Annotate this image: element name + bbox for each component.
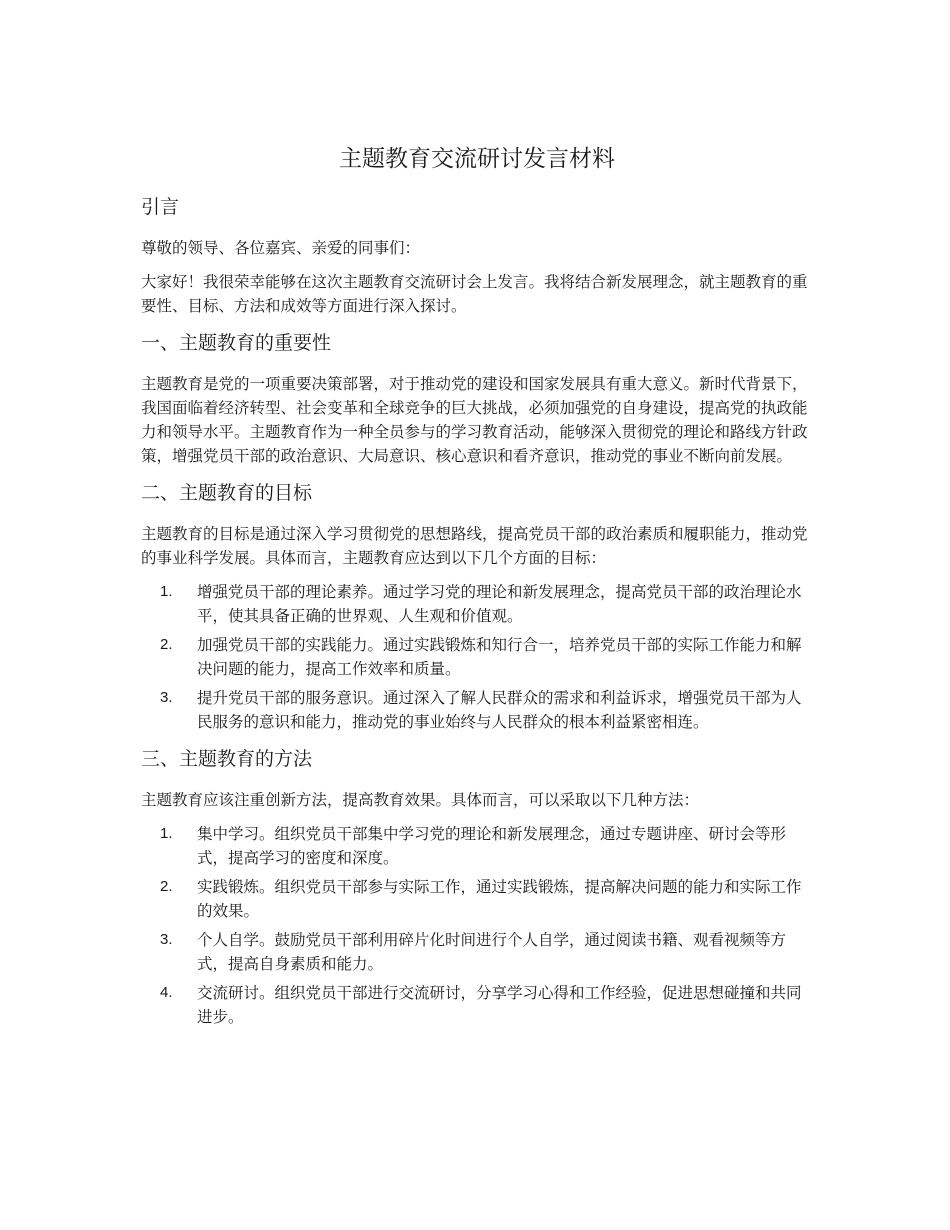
list-number: 1. — [160, 583, 173, 600]
document-page — [141, 140, 813, 1039]
section-goals-body: 主题教育的目标是通过深入学习贯彻党的思想路线，提高党员干部的政治素质和履职能力，推动党的事业科学发展。具体而言，主题教育应达到以下几个方面的目标： — [141, 525, 808, 567]
section-goals-heading: 二、主题教育的目标 — [141, 482, 313, 504]
list-item-text: 提升党员干部的服务意识。通过深入了解人民群众的需求和利益诉求，增强党员干部为人民服务的意识和能力，推动党的事业始终与人民群众的根本利益紧密相连。 — [197, 689, 802, 731]
list-number: 2. — [160, 878, 173, 895]
list-item-text: 交流研讨。组织党员干部进行交流研讨，分享学习心得和工作经验，促进思想碰撞和共同进步。 — [197, 984, 802, 1026]
greeting-paragraph: 尊敬的领导、各位嘉宾、亲爱的同事们： — [141, 239, 421, 257]
list-item-text: 集中学习。组织党员干部集中学习党的理论和新发展理念，通过专题讲座、研讨会等形式，提高学习的密度和深度。 — [197, 825, 787, 867]
section-methods-body: 主题教育应该注重创新方法，提高教育效果。具体而言，可以采取以下几种方法： — [141, 791, 700, 809]
document-title: 主题教育交流研讨发言材料 — [339, 146, 615, 172]
list-number: 4. — [160, 984, 173, 1001]
list-number: 2. — [160, 636, 173, 653]
list-number: 1. — [160, 825, 173, 842]
list-item — [141, 981, 813, 1029]
methods-list — [141, 822, 813, 1029]
intro-heading: 引言 — [141, 196, 180, 218]
list-item — [141, 633, 813, 681]
list-number: 3. — [160, 931, 173, 948]
list-item — [141, 686, 813, 734]
list-item-text: 加强党员干部的实践能力。通过实践锻炼和知行合一，培养党员干部的实际工作能力和解决问题的能力，提高工作效率和质量。 — [197, 636, 802, 678]
opening-paragraph: 大家好！我很荣幸能够在这次主题教育交流研讨会上发言。我将结合新发展理念，就主题教育的重要性、目标、方法和成效等方面进行深入探讨。 — [141, 273, 808, 315]
list-item-text: 增强党员干部的理论素养。通过学习党的理论和新发展理念，提高党员干部的政治理论水平，使其具备正确的世界观、人生观和价值观。 — [197, 583, 802, 625]
goals-list — [141, 580, 813, 734]
list-item-text: 个人自学。鼓励党员干部利用碎片化时间进行个人自学，通过阅读书籍、观看视频等方式，提高自身素质和能力。 — [197, 931, 787, 973]
list-item — [141, 928, 813, 976]
list-item — [141, 580, 813, 628]
section-methods-heading: 三、主题教育的方法 — [141, 748, 313, 770]
section-importance-body: 主题教育是党的一项重要决策部署，对于推动党的建设和国家发展具有重大意义。新时代背景下，我国面临着经济转型、社会变革和全球竞争的巨大挑战，必须加强党的自身建设，提高党的执政能力和领导水平。主题教育作为一种全员参与的学习教育活动，能够深入贯彻党的理论和路线方针政策，增强党员干部的政治意识、大局意识、核心意识和看齐意识，推动党的事业不断向前发展。 — [141, 375, 808, 465]
list-item-text: 实践锻炼。组织党员干部参与实际工作，通过实践锻炼，提高解决问题的能力和实际工作的效果。 — [197, 878, 802, 920]
list-number: 3. — [160, 689, 173, 706]
list-item — [141, 875, 813, 923]
list-item — [141, 822, 813, 870]
section-importance-heading: 一、主题教育的重要性 — [141, 332, 332, 354]
